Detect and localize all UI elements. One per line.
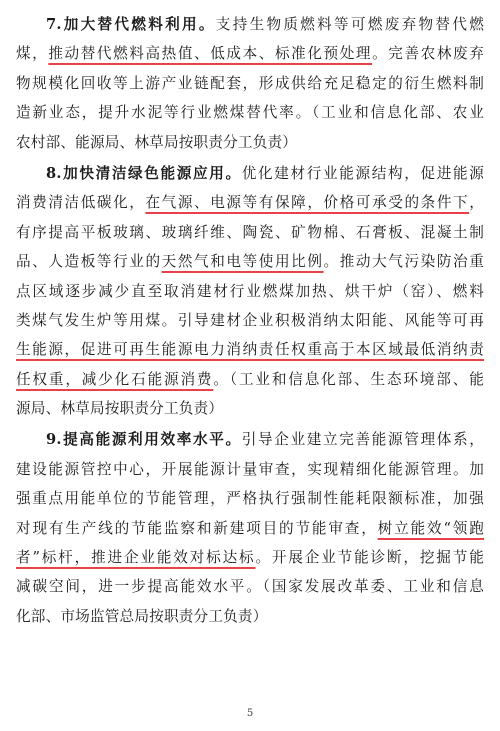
paragraph-line (16, 394, 484, 423)
paragraph-line (16, 335, 484, 364)
paragraph (16, 159, 484, 424)
paragraph-first-line (16, 425, 484, 454)
paragraph-line (16, 484, 484, 513)
underlined-text: 天然气和电等使用比例 (161, 253, 324, 271)
body-text: 强重点用能单位的节能管理，严格执行强制性能耗限额标准，加强 (16, 490, 484, 508)
body-text: 减碳空间，进一步提高能效水平。（国家发展改革委、工业和信息 (16, 578, 484, 596)
paragraph-line (16, 602, 484, 631)
paragraph (16, 425, 484, 631)
body-text: 造新业态，提升水泥等行业燃煤替代率。（工业和信息化部、农业 (16, 104, 484, 122)
body-text: 优化建材行业能源结构，促进能源 (241, 164, 484, 182)
body-text: 建设能源管控中心，开展能源计量审查，实现精细化能源管理。加 (16, 460, 484, 478)
paragraph-first-line (16, 10, 484, 39)
paragraph-line (16, 39, 484, 68)
body-text: 点区域逐步减少直至取消建材行业燃煤加热、烘干炉（窑）、燃料 (16, 282, 484, 300)
paragraph-line (16, 306, 484, 335)
body-text: 。推动大气污染防治重 (323, 253, 484, 271)
paragraph-line (16, 572, 484, 601)
paragraph-line (16, 277, 484, 306)
body-text: 类煤气发生炉等用煤。引导建材企业积极消纳太阳能、风能等可再 (16, 311, 484, 329)
body-text: 农村部、能源局、林草局按职责分工负责） (16, 133, 298, 151)
body-text: 有序提高平板玻璃、玻璃纤维、陶瓷、矿物棉、石膏板、混凝土制 (16, 223, 484, 241)
paragraph (16, 10, 484, 157)
body-text: ， (469, 194, 484, 212)
paragraph-line (16, 188, 484, 217)
body-text: 品、人造板等行业的 (16, 253, 162, 271)
section-heading: 7.加大替代燃料利用。 (46, 16, 216, 33)
paragraph-line (16, 128, 484, 157)
page-number: 5 (246, 708, 254, 719)
body-text: 化部、市场监管总局按职责分工负责） (16, 607, 268, 625)
body-text: 。完善农林废弃 (372, 45, 484, 63)
body-text: 煤， (16, 45, 49, 63)
paragraph-line (16, 247, 484, 276)
underlined-text: 推动替代燃料高热值、低成本、标准化预处理 (48, 45, 373, 63)
body-text: 。（工业和信息化部、生态环境部、能 (213, 370, 484, 388)
paragraph-line (16, 543, 484, 572)
paragraph-line (16, 365, 484, 394)
underlined-text: 者”标杆，推进企业能效对标达标 (16, 549, 256, 567)
body-text: 。开展企业节能诊断，挖掘节能 (255, 549, 484, 567)
body-text: 消费清洁低碳化， (16, 194, 146, 212)
underlined-text: 树立能效“领跑 (377, 519, 484, 537)
underlined-text: 任权重，减少化石能源消费 (16, 370, 214, 388)
paragraph-line (16, 455, 484, 484)
body-text: 源局、林草局按职责分工负责） (16, 400, 224, 418)
section-heading: 9.提高能源利用效率水平。 (46, 431, 242, 449)
body-text: 对现有生产线的节能监察和新建项目的节能审查， (16, 519, 378, 537)
paragraph-line (16, 514, 484, 543)
paragraph-first-line (16, 159, 484, 188)
body-text: 物规模化回收等上游产业链配套，形成供给充足稳定的衍生燃料制 (16, 74, 484, 92)
section-heading: 8.加快清洁绿色能源应用。 (46, 164, 242, 182)
body-text: 引导企业建立完善能源管理体系， (241, 431, 484, 449)
document-body (16, 10, 484, 633)
underlined-text: 生能源，促进可再生能源电力消纳责任权重高于本区域最低消纳责 (16, 341, 484, 359)
paragraph-line (16, 69, 484, 98)
paragraph-line (16, 98, 484, 127)
body-text: 支持生物质燃料等可燃废弃物替代燃 (215, 16, 484, 33)
paragraph-line (16, 218, 484, 247)
underlined-text: 在气源、电源等有保障，价格可承受的条件下 (145, 194, 470, 212)
